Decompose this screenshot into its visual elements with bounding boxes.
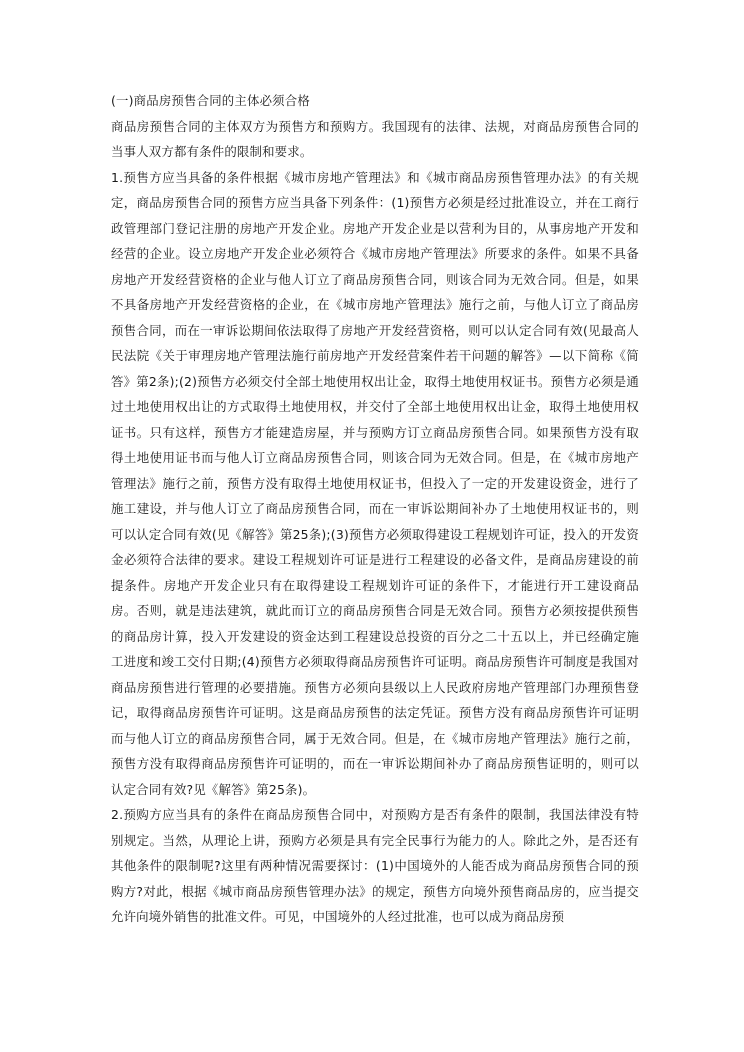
document-body — [111, 88, 639, 930]
paragraph-seller-conditions: 1.预售方应当具备的条件根据《城市房地产管理法》和《城市商品房预售管理办法》的有关规定，商品房预售合同的预售方应当具备下列条件：(1)预售方必须是经过批准设立，并在工商行政管理部门登记注册的房地产开发企业。房地产开发企业是以营利为目的，从事房地产开发和经营的企业。设立房地产开发企业必须符合《城市房地产管理法》所要求的条件。如果不具备房地产开发经营资格的企业与他人订立了商品房预售合同，则该合同为无效合同。但是，如果不具备房地产开发经营资格的企业，在《城市房地产管理法》施行之前，与他人订立了商品房预售合同，而在一审诉讼期间依法取得了房地产开发经营资格，则可以认定合同有效(见最高人民法院《关于审理房地产管理法施行前房地产开发经营案件若干问题的解答》—以下简称《简答》第2条);(2)预售方必须交付全部土地使用权出让金，取得土地使用权证书。预售方必须是通过土地使用权出让的方式取得土地使用权，并交付了全部土地使用权出让金，取得土地使用权证书。只有这样，预售方才能建造房屋，并与预购方订立商品房预售合同。如果预售方没有取得土地使用证书而与他人订立商品房预售合同，则该合同为无效合同。但是，在《城市房地产管理法》施行之前，预售方没有取得土地使用权证书，但投入了一定的开发建设资金，进行了施工建设，并与他人订立了商品房预售合同，而在一审诉讼期间补办了土地使用权证书的，则可以认定合同有效(见《解答》第25条);(3)预售方必须取得建设工程规划许可证，投入的开发资金必须符合法律的要求。建设工程规划许可证是进行工程建设的必备文件，是商品房建设的前提条件。房地产开发企业只有在取得建设工程规划许可证的条件下，才能进行开工建设商品房。否则，就是违法建筑，就此而订立的商品房预售合同是无效合同。预售方必须按提供预售的商品房计算，投入开发建设的资金达到工程建设总投资的百分之二十五以上，并已经确定施工进度和竣工交付日期;(4)预售方必须取得商品房预售许可证明。商品房预售许可制度是我国对商品房预售进行管理的必要措施。预售方必须向县级以上人民政府房地产管理部门办理预售登记，取得商品房预售许可证明。这是商品房预售的法定凭证。预售方没有商品房预售许可证明而与他人订立的商品房预售合同，属于无效合同。但是，在《城市房地产管理法》施行之前，预售方没有取得商品房预售许可证明的，而在一审诉讼期间补办了商品房预售证明的，则可以认定合同有效?见《解答》第25条)。 — [111, 169, 639, 797]
section-heading: (一)商品房预售合同的主体必须合格 — [111, 93, 310, 108]
paragraph-intro: 商品房预售合同的主体双方为预售方和预购方。我国现有的法律、法规，对商品房预售合同的当事人双方都有条件的限制和要求。 — [111, 118, 639, 159]
paragraph-buyer-conditions: 2.预购方应当具有的条件在商品房预售合同中，对预购方是否有条件的限制，我国法律没有特别规定。当然，从理论上讲，预购方必须是具有完全民事行为能力的人。除此之外，是否还有其他条件的限制呢?这里有两种情况需要探讨：(1)中国境外的人能否成为商品房预售合同的预购方?对此，根据《城市商品房预售管理办法》的规定，预售方向境外预售商品房的，应当提交允许向境外销售的批准文件。可见，中国境外的人经过批准，也可以成为商品房预 — [111, 807, 639, 924]
